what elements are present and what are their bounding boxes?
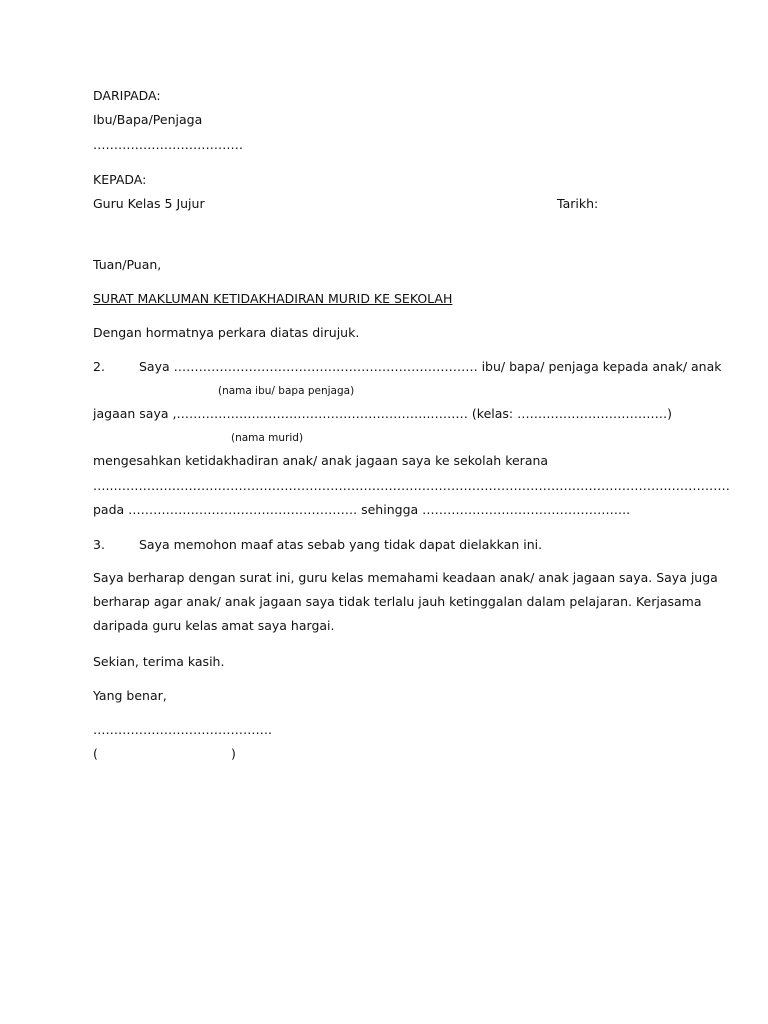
paragraph-3-number: 3.	[93, 537, 105, 552]
paragraph-2-line-1: Saya ………………………………………………………………. ibu/ bapa/ penjaga kepada anak/ anak	[139, 359, 722, 374]
name-bracket-open: (	[93, 746, 98, 761]
signature-blank: …………………………………….	[93, 722, 272, 737]
closing-paragraph-line-2: berharap agar anak/ anak jagaan saya tidak terlalu jauh ketinggalan dalam pelajaran. Kerjasama	[93, 594, 702, 609]
student-name-hint: (nama murid)	[231, 432, 304, 444]
recipient: Guru Kelas 5 Jujur	[93, 196, 205, 211]
sender-role: Ibu/Bapa/Penjaga	[93, 112, 203, 127]
paragraph-2-number: 2.	[93, 359, 105, 374]
name-bracket-close: )	[231, 746, 236, 761]
sign-off: Yang benar,	[93, 688, 167, 703]
closing-paragraph-line-1: Saya berharap dengan surat ini, guru kelas memahami keadaan anak/ anak jagaan saya. Saya juga	[93, 570, 718, 585]
date-range-line: pada ………………………………………………. sehingga …………………………………………..	[93, 502, 631, 517]
sender-name-blank: ………………………………	[93, 137, 243, 152]
parent-name-hint: (nama ibu/ bapa penjaga)	[218, 385, 355, 397]
paragraph-3-text: Saya memohon maaf atas sebab yang tidak dapat dielakkan ini.	[139, 537, 543, 552]
closing-paragraph	[93, 566, 718, 638]
closing-paragraph-line-3: daripada guru kelas amat saya hargai.	[93, 618, 335, 633]
letter-title: SURAT MAKLUMAN KETIDAKHADIRAN MURID KE SEKOLAH	[93, 291, 453, 306]
thanks-line: Sekian, terima kasih.	[93, 654, 225, 669]
salutation: Tuan/Puan,	[93, 257, 162, 272]
paragraph-2-line-3: mengesahkan ketidakhadiran anak/ anak jagaan saya ke sekolah kerana	[93, 453, 549, 468]
opening-line: Dengan hormatnya perkara diatas dirujuk.	[93, 325, 360, 340]
paragraph-2-line-2: jagaan saya ,…………………………………………………….……… (kelas: ………………………………)	[93, 406, 672, 421]
from-label: DARIPADA:	[93, 88, 161, 103]
date-label: Tarikh:	[557, 196, 599, 211]
reason-blank: …..…………………………………………………………………………………………………………………….……………	[93, 478, 730, 493]
to-label: KEPADA:	[93, 172, 147, 187]
